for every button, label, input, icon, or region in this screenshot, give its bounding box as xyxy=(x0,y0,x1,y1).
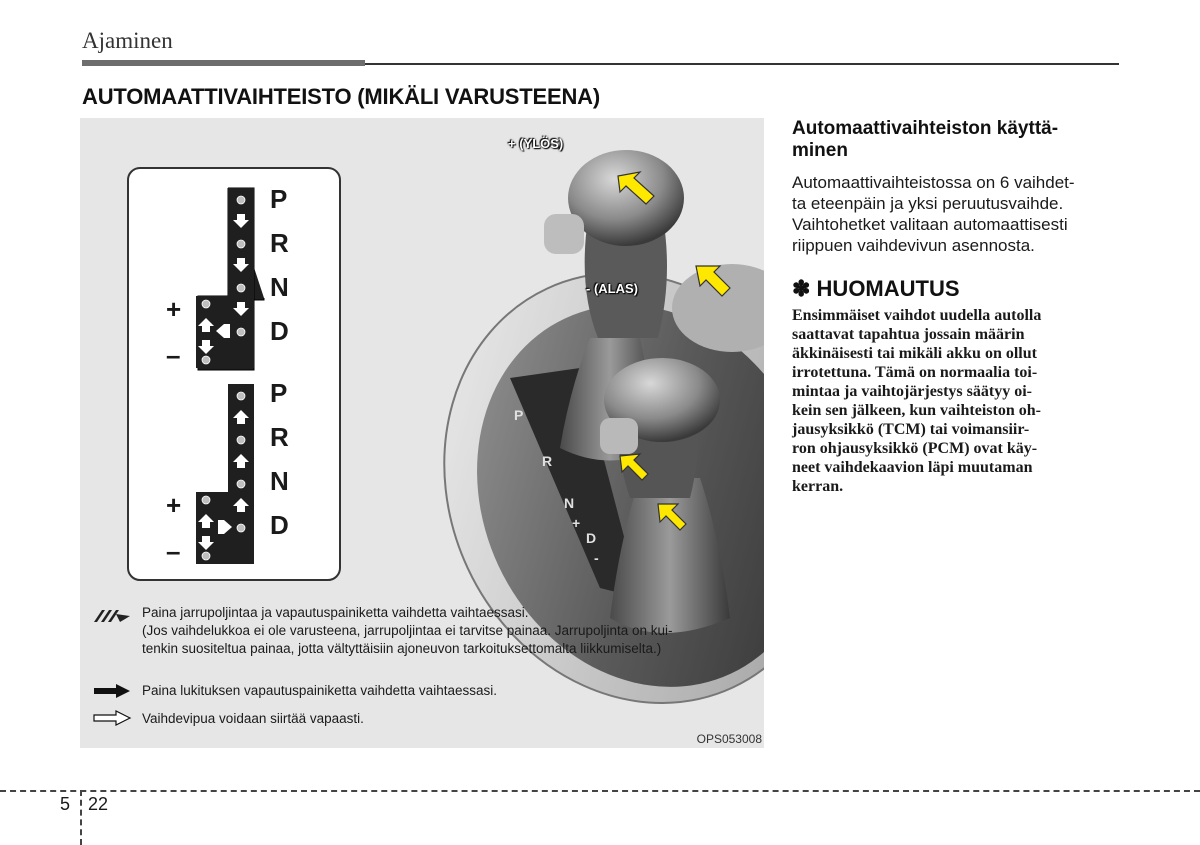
legend-text-5: Vaihdevipua voidaan siirtää vapaasti. xyxy=(142,711,364,726)
minus-sign: – xyxy=(166,536,181,566)
minus-sign: – xyxy=(166,340,181,370)
plus-sign: + xyxy=(166,294,182,324)
footer-divider xyxy=(0,790,1200,792)
main-heading: AUTOMAATTIVAIHTEISTO (MIKÄLI VARUSTEENA) xyxy=(82,84,600,109)
chapter-number: 5 xyxy=(60,794,71,814)
legend-text-4: Paina lukituksen vapautuspainiketta vaihdetta vaihtaessasi. xyxy=(142,683,497,698)
gear-letter-r: R xyxy=(270,422,289,452)
plus-sign: + xyxy=(166,490,182,520)
note-line: jausyksikkö (TCM) tai voimansiir- xyxy=(792,421,1030,438)
body-line: ta eteenpäin ja yksi peruutusvaihde. xyxy=(792,194,1064,213)
note-line: ron ohjausyksikkö (PCM) ovat käy- xyxy=(792,440,1038,457)
gear-letter-p: P xyxy=(270,378,288,408)
console-letter-minus: - xyxy=(594,550,599,566)
note-line: saattavat tapahtua jossain määrin xyxy=(792,326,1025,343)
note-line: mintaa ja vaihtojärjestys säätyy oi- xyxy=(792,383,1032,400)
figure-code: OPS053008 xyxy=(696,732,762,746)
gear-letter-r: R xyxy=(270,228,289,258)
gear-shift-figure xyxy=(80,118,764,748)
console-letter-d: D xyxy=(586,530,597,546)
console-letter-p: P xyxy=(514,407,524,423)
legend-text-1: Paina jarrupoljintaa ja vapautuspainiketta vaihdetta vaihtaessasi. xyxy=(142,605,529,620)
subheading xyxy=(792,118,1122,162)
legend-text-2: (Jos vaihdelukkoa ei ole varusteena, jarrupoljintaa ei tarvitse painaa. Jarrupoljinta on kui- xyxy=(142,623,673,638)
gear-letter-n: N xyxy=(270,272,289,302)
body-line: Automaattivaihteistossa on 6 vaihdet- xyxy=(792,173,1075,192)
header-rule-thick xyxy=(82,60,365,66)
shift-pattern-panel xyxy=(128,168,340,580)
note-line: kein sen jälkeen, kun vaihteiston oh- xyxy=(792,402,1041,419)
body-line: Vaihtohetket valitaan automaattisesti xyxy=(792,215,1068,234)
shifter-illustration xyxy=(375,150,764,748)
subheading-line: Automaattivaihteiston käyttä- xyxy=(792,118,1059,139)
note-line: Ensimmäiset vaihdot uudella autolla xyxy=(792,307,1042,324)
note-line: äkkinäisesti tai mikäli akku on ollut xyxy=(792,345,1037,362)
header-rule-thin xyxy=(365,63,1119,65)
subheading-line: minen xyxy=(792,140,848,161)
section-title: Ajaminen xyxy=(82,28,173,53)
note-paragraph xyxy=(792,306,1122,496)
gear-letter-n: N xyxy=(270,466,289,496)
console-letter-plus: + xyxy=(572,515,581,531)
note-line: irrotettuna. Tämä on normaalia toi- xyxy=(792,364,1038,381)
page-number: 22 xyxy=(88,794,109,814)
console-letter-n: N xyxy=(564,495,575,511)
console-letter-r: R xyxy=(542,453,553,469)
legend-text-3: tenkin suositeltua painaa, jotta vältyttäisiin ajoneuvon tarkoituksettomalta liikkumiselta.) xyxy=(142,641,662,656)
filled-arrow-icon xyxy=(92,684,132,698)
note-heading: ✽ HUOMAUTUS xyxy=(792,276,960,301)
footer-divider-vertical xyxy=(80,790,82,845)
outline-arrow-icon xyxy=(92,710,132,726)
label-up: + (YLÖS) xyxy=(508,136,564,151)
body-paragraph xyxy=(792,172,1122,256)
gear-letter-d: D xyxy=(270,510,289,540)
note-line: kerran. xyxy=(792,478,844,495)
note-line: neet vaihdekaavion läpi muutaman xyxy=(792,459,1033,476)
gear-letter-p: P xyxy=(270,184,288,214)
label-down: - (ALAS) xyxy=(586,281,638,296)
body-line: riippuen vaihdevivun asennosta. xyxy=(792,236,1035,255)
gear-letter-d: D xyxy=(270,316,289,346)
right-column xyxy=(792,118,1122,496)
brake-pedal-icon xyxy=(92,608,132,624)
